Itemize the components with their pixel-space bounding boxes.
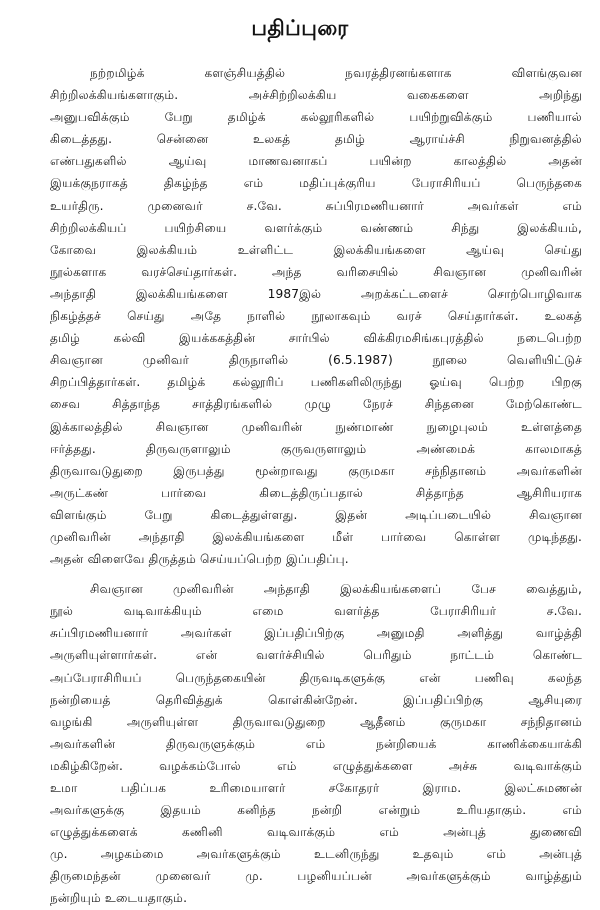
paragraph-2: [50, 578, 582, 909]
text-line: அப்பேராசிரியப் பெருந்தகையின் திருவடிகளுக்கு என் பணிவு கலந்த: [50, 670, 582, 685]
text-line: கோவை இலக்கியம் உள்ளிட்ட இலக்கியங்களை ஆய்வு செய்து: [50, 242, 582, 257]
text-line: வழங்கி அருளியுள்ள திருவாவடுதுறை ஆதீனம் குருமகா சந்நிதானம்: [50, 714, 582, 729]
paragraph-1: [50, 62, 582, 570]
text-line: நன்றியும் உடையதாகும்.: [50, 891, 188, 906]
text-line: அருட்கண் பார்வை கிடைத்திருப்பதால் சித்தாந்த ஆசிரியராக: [50, 485, 582, 500]
text-line: அனுபவிக்கும் பேறு தமிழ்க் கல்லூரிகளில் பயிற்றுவிக்கும் பணியால்: [50, 110, 582, 125]
text-line: உயர்திரு. முனைவர் ச.வே. சுப்பிரமணியனார் அவர்கள் எம்: [50, 198, 582, 213]
text-line: அவர்களுக்கு இதயம் கனிந்த நன்றி என்றும் உரியதாகும். எம்: [50, 803, 582, 818]
text-line: இயக்குநராகத் திகழ்ந்த எம் மதிப்புக்குரிய பேராசிரியப் பெருந்தகை: [50, 176, 582, 191]
text-line: திருமைந்தன் முனைவர் மு. பழனியப்பன் அவர்களுக்கும் வாழ்த்தும்: [50, 869, 582, 884]
text-line: எழுத்துக்களைக் கணினி வடிவாக்கும் எம் அன்புத் துணைவி: [50, 825, 582, 840]
text-line: எண்பதுகளில் ஆய்வு மாணவனாகப் பயின்ற காலத்தில் அதன்: [50, 154, 582, 169]
text-line: உமா பதிப்பக உரிமையாளர் சகோதரர் இராம. இலட்சுமணன்: [50, 781, 582, 795]
text-line: சிற்றிலக்கியப் பயிற்சியை வளர்க்கும் வண்ணம் சிந்து இலக்கியம்,: [50, 220, 582, 235]
text-line: சுப்பிரமணியனார் அவர்கள் இப்பதிப்பிற்கு அனுமதி அளித்து வாழ்த்தி: [50, 626, 582, 641]
page-title: பதிப்புரை: [251, 16, 349, 40]
text-line: இக்காலத்தில் சிவஞான முனிவரின் நுண்மாண் நுழைபுலம் உள்ளத்தை: [50, 419, 582, 434]
text-line: சிற்றிலக்கியங்களாகும். அச்சிற்றிலக்கிய வகைகளை அறிந்து: [50, 88, 582, 103]
text-line: நிகழ்த்தச் செய்து அதே நாளில் நூலாகவும் வரச் செய்தார்கள். உலகத்: [50, 309, 582, 324]
text-line: கிடைத்தது. சென்னை உலகத் தமிழ் ஆராய்ச்சி நிறுவனத்தில்: [50, 132, 582, 147]
text-line: நற்றமிழ்க் களஞ்சியத்தில் நவரத்திரனங்களாக விளங்குவன: [90, 66, 582, 80]
text-line: தமிழ் கல்வி இயக்ககத்தின் சார்பில் விக்கிரமசிங்கபுரத்தில் நடைபெற்ற: [50, 331, 582, 346]
text-line: அதன் விளைவே திருத்தம் செய்யப்பெற்ற இப்பதிப்பு.: [50, 552, 349, 567]
text-line: நூல்களாக வரச்செய்தார்கள். அந்த வரிசையில் சிவஞான முனிவரின்: [50, 264, 582, 279]
text-line: நன்றியைத் தெரிவித்துக் கொள்கின்றேன். இப்பதிப்பிற்கு ஆசியுரை: [50, 692, 582, 707]
text-line: மு. அழகம்மை அவர்களுக்கும் உடனிருந்து உதவும் எம் அன்புத்: [50, 847, 582, 862]
body-text: [50, 62, 582, 910]
text-line: மகிழ்கிறேன். வழக்கம்போல் எம் எழுத்துக்களை அச்சு வடிவாக்கும்: [50, 758, 582, 773]
text-line: முனிவரின் அந்தாதி இலக்கியங்களை மீள் பார்வை கொள்ள முடிந்தது.: [50, 529, 582, 544]
text-line: நூல் வடிவாக்கியும் எமை வளர்த்த பேராசிரியர் ச.வே.: [50, 604, 582, 619]
text-line: சைவ சித்தாந்த சாத்திரங்களில் முழு நேரச் சிந்தனை மேற்கொண்ட: [50, 397, 582, 412]
text-line: அவர்களின் திருவருளுக்கும் எம் நன்றியைக் காணிக்கையாக்கி: [50, 736, 582, 751]
text-line: திருவாவடுதுறை இருபத்து மூன்றாவது குருமகா சந்நிதானம் அவர்களின்: [50, 463, 582, 478]
text-line: விளங்கும் பேறு கிடைத்துள்ளது. இதன் அடிப்படையில் சிவஞான: [50, 507, 582, 522]
text-line: சிறப்பித்தார்கள். தமிழ்க் கல்லூரிப் பணிகளிலிருந்து ஓய்வு பெற்ற பிறகு: [50, 375, 582, 390]
text-line: ஈர்த்தது. திருவருளாலும் குருவருளாலும் அண்மைக் காலமாகத்: [50, 441, 582, 456]
text-line: சிவஞான முனிவரின் அந்தாதி இலக்கியங்களைப் பேச வைத்தும்,: [90, 582, 582, 597]
text-line: அருளியுள்ளார்கள். என் வளர்ச்சியில் பெரிதும் நாட்டம் கொண்ட: [50, 648, 582, 663]
text-line: சிவஞான முனிவர் திருநாளில் (6.5.1987) நூலை வெளியிட்டுச்: [50, 353, 582, 368]
text-line: அந்தாதி இலக்கியங்களை 1987இல் அறக்கட்டளைச் சொற்பொழிவாக: [50, 286, 582, 301]
